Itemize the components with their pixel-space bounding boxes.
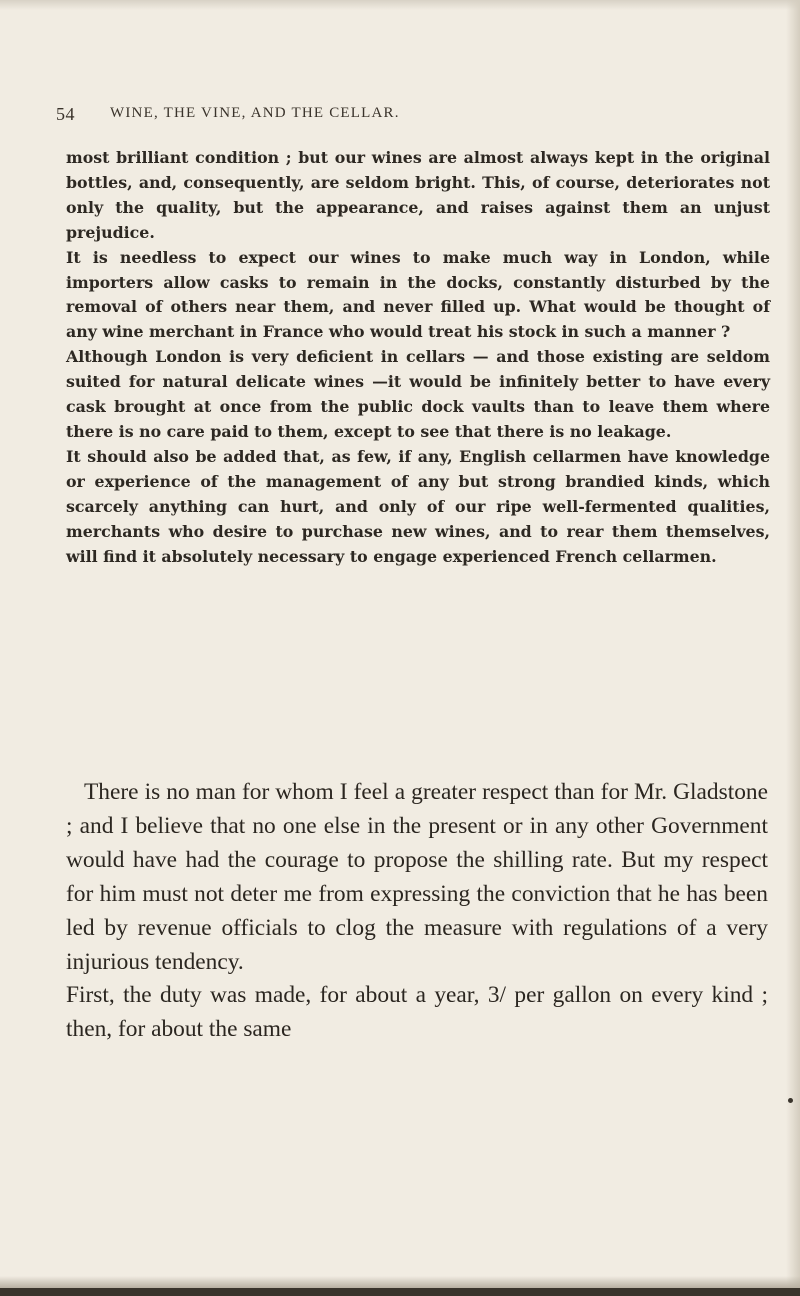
paragraph: There is no man for whom I feel a greater respect than for Mr. Gladstone ; and I believe that no one else in the present or in any other Government would have had the courage to propose the shilling rate. But my respect for him must not deter me from expressing the conviction that he has been led by revenue officials to clog the measure with regulations of a very injurious tendency. — [66, 779, 768, 975]
page-top-shadow — [0, 0, 800, 10]
ink-mark — [788, 1098, 793, 1103]
page-number: 54 — [56, 104, 75, 124]
paragraph: It should also be added that, as few, if any, English cellarmen have knowledge or experience of the management of any but strong brandied kinds, which scarcely anything can hurt, and only of our ripe well-fermented qualities, merchants who desire to purchase new wines, and to rear them themselves, will find it absolutely necessary to engage experienced French cellarmen. — [66, 446, 770, 566]
paragraph: First, the duty was made, for about a year, 3/ per gallon on every kind ; then, for about the same — [66, 982, 768, 1043]
body-text-new-print — [66, 776, 768, 1047]
running-head-title: WINE, THE VINE, AND THE CELLAR. — [110, 105, 400, 121]
paragraph: most brilliant condition ; but our wines are almost always kept in the original bottles, and, consequently, are seldom bright. This, of course, deteriorates not only the quality, but the appearance, and raises against them an unjust prejudice. — [66, 148, 770, 242]
paragraph: Although London is very deficient in cellars — and those existing are seldom suited for natural delicate wines —it would be infinitely better to have every cask brought at once from the public dock vaults than to leave them where there is no care paid to them, except to see that there is no leakage. — [66, 347, 770, 441]
body-text-old-print — [66, 146, 770, 569]
page-bottom-edge — [0, 1288, 800, 1296]
page-bottom-shadow — [0, 1276, 800, 1288]
paragraph: It is needless to expect our wines to make much way in London, while importers allow casks to remain in the docks, constantly disturbed by the removal of others near them, and never filled up. What would be thought of any wine merchant in France who would treat his stock in such a manner ? — [66, 247, 770, 342]
running-head — [56, 104, 776, 130]
